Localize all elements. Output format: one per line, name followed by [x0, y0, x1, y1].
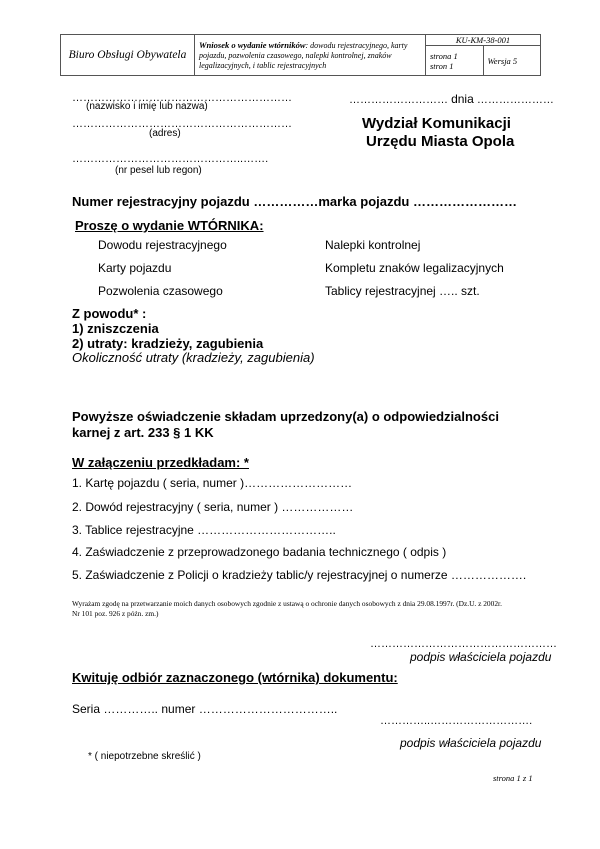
loss-circumstance[interactable]: Okoliczność utraty (kradzieży, zagubienia) [72, 350, 315, 365]
declaration-line2: karnej z art. 233 § 1 KK [72, 425, 214, 440]
date-right-dots: ………………… [476, 94, 554, 106]
recipient-line1: Wydział Komunikacji [362, 115, 511, 132]
pesel-line[interactable]: ………………………………………..……. [72, 153, 269, 165]
owner-signature-line[interactable]: …………………………………………… [370, 638, 557, 650]
attachment-item-3[interactable]: 3. Tablice rejestracyjne …………………………….. [72, 523, 336, 537]
page-footer: strona 1 z 1 [493, 773, 533, 783]
name-line[interactable]: …………………………………………………… [72, 92, 292, 104]
consent-line1: Wyrażam zgodę na przetwarzanie moich danych osobowych zgodnie z ustawą o ochronie danych osobowych z dnia 29.08.1997r. (Dz.U. z 2002r. [72, 599, 502, 608]
page-info [426, 46, 484, 76]
attachment-item-1[interactable]: 1. Kartę pojazdu ( seria, numer )……………………… [72, 476, 353, 490]
name-caption: (nazwisko i imię lub nazwa) [86, 101, 208, 112]
consent-line2: Nr 101 poz. 926 z późn. zm.) [72, 609, 159, 618]
address-caption: (adres) [149, 128, 181, 139]
request-item-legalization-set[interactable]: Kompletu znaków legalizacyjnych [325, 261, 504, 275]
receipt-heading: Kwituję odbiór zaznaczonego (wtórnika) dokumentu: [72, 670, 398, 685]
date-left-dots: ……………………… [349, 94, 448, 106]
vehicle-line[interactable]: Numer rejestracyjny pojazdu ……………marka pojazdu …………………… [72, 194, 517, 209]
document-header [60, 34, 541, 76]
pesel-caption: (nr pesel lub regon) [115, 165, 202, 176]
form-title-bold: Wniosek o wydanie wtórników [199, 39, 306, 50]
request-item-sticker[interactable]: Nalepki kontrolnej [325, 238, 421, 252]
reason-option-lost[interactable]: 2) utraty: kradzieży, zagubienia [72, 336, 264, 351]
request-item-temp-permit[interactable]: Pozwolenia czasowego [98, 284, 223, 298]
reason-heading: Z powodu* : [72, 306, 147, 321]
request-item-plate[interactable]: Tablicy rejestracyjnej ….. szt. [325, 284, 480, 298]
reason-option-destroyed[interactable]: 1) zniszczenia [72, 321, 159, 336]
form-title [195, 35, 426, 76]
version-label: Wersja 5 [483, 46, 541, 76]
receipt-signature-line[interactable]: …………..………………………. [380, 715, 533, 727]
footnote: * ( niepotrzebne skreślić ) [88, 751, 201, 762]
pages-label: stron 1 [430, 60, 454, 71]
date-label: dnia [451, 92, 474, 106]
owner-signature-caption: podpis właściciela pojazdu [410, 650, 552, 664]
form-title-rest: : dowodu rejestracyjnego, karty pojazdu, pozwolenia czasowego, nalepki kontrolnej, znaków legalizacyjnych, i tablic rejestracyjnych [199, 40, 408, 70]
attachment-item-2[interactable]: 2. Dowód rejestracyjny ( seria, numer ) ……………… [72, 500, 354, 514]
receipt-series-number[interactable]: Seria ………….. numer …………………………….. [72, 702, 338, 716]
address-line[interactable]: …………………………………………………… [72, 118, 292, 130]
page-label: strona 1 [430, 50, 458, 61]
request-item-registration[interactable]: Dowodu rejestracyjnego [98, 238, 227, 252]
date-line[interactable] [349, 92, 554, 106]
recipient-line2: Urzędu Miasta Opola [366, 133, 515, 150]
request-item-vehicle-card[interactable]: Karty pojazdu [98, 261, 172, 275]
office-name: Biuro Obsługi Obywatela [61, 35, 195, 76]
declaration-line1: Powyższe oświadczenie składam uprzedzony(a) o odpowiedzialności [72, 409, 499, 424]
attachments-heading: W załączeniu przedkładam: * [72, 455, 249, 470]
request-heading: Proszę o wydanie WTÓRNIKA: [75, 218, 264, 233]
attachment-item-4[interactable]: 4. Zaświadczenie z przeprowadzonego badania technicznego ( odpis ) [72, 545, 447, 559]
form-code: KU-KM-38-001 [426, 35, 541, 46]
attachment-item-5[interactable]: 5. Zaświadczenie z Policji o kradzieży tablic/y rejestracyjnej o numerze ………………. [72, 568, 527, 582]
receipt-signature-caption: podpis właściciela pojazdu [400, 736, 542, 750]
